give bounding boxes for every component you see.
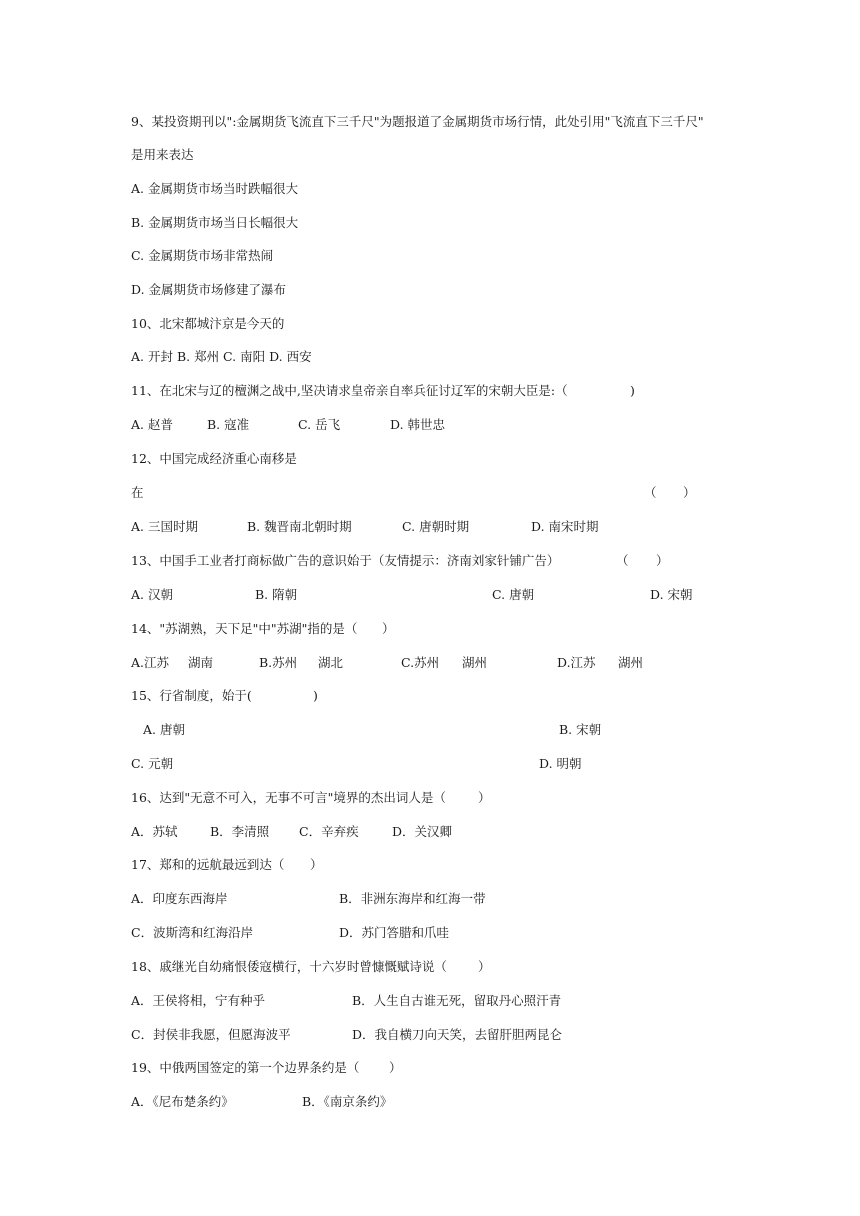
answer-paren-close: ）: [656, 553, 669, 568]
question-18: [0, 959, 491, 975]
option-d: D．我自横刀向天笑，去留肝胆两昆仑: [352, 1027, 563, 1042]
option-c-text: 湖州: [462, 655, 488, 670]
question-text: 在: [131, 485, 144, 500]
option-d: D. 金属期货市场修建了瀑布: [131, 282, 287, 297]
option-a: A. 金属期货市场当时跌幅很大: [131, 181, 298, 196]
question-14: [0, 621, 395, 637]
options-line: [0, 1094, 393, 1110]
option-b: B．非洲东海岸和红海一带: [339, 891, 486, 906]
option-c: C. 唐朝: [492, 587, 535, 602]
answer-paren-close: ）: [683, 485, 696, 500]
option-c: C．辛弃疾: [299, 824, 359, 839]
answer-paren: ): [630, 383, 635, 398]
options-line: [0, 1027, 563, 1043]
option-c: C．封侯非我愿，但愿海波平: [131, 1027, 291, 1042]
option-a: A.江苏: [131, 655, 170, 670]
options-line: [0, 925, 450, 941]
option-b: B．李清照: [210, 824, 270, 839]
option-c: C. 唐朝时期: [402, 519, 470, 534]
question-17: [0, 857, 323, 873]
question-text: 13、中国手工业者打商标做广告的意识始于（友情提示：济南刘家针铺广告）: [131, 553, 560, 568]
option-a: A. 汉朝: [131, 587, 173, 602]
option-c: C. 元朝: [131, 756, 174, 771]
option-d: D．关汉卿: [392, 824, 453, 839]
option-a: A．王侯将相，宁有种乎: [131, 993, 266, 1008]
question-text: 16、达到"无意不可入，无事不可言"境界的杰出词人是（: [131, 790, 446, 805]
option-b: B.苏州: [259, 655, 298, 670]
option-d: D．苏门答腊和爪哇: [339, 925, 450, 940]
option-c: C. 金属期货市场非常热闹: [131, 248, 274, 263]
option-d: D. 明朝: [539, 756, 582, 771]
question-text: 是用来表达: [131, 147, 194, 162]
options-text: A. 开封 B. 郑州 C. 南阳 D. 西安: [131, 349, 312, 364]
question-13: [0, 553, 669, 569]
option-d-text: 湖州: [618, 655, 644, 670]
options-line: [0, 417, 446, 433]
option-b: B. 隋朝: [255, 587, 298, 602]
option-a: A. 三国时期: [131, 519, 198, 534]
option-b: B. 宋朝: [559, 722, 602, 737]
options-line: [0, 891, 486, 907]
options-line: [0, 655, 644, 671]
option-a: A．苏轼: [131, 824, 178, 839]
option-b-text: 湖北: [318, 655, 344, 670]
question-text: 10、北宋都城汴京是今天的: [131, 316, 285, 331]
option-c: C.苏州: [401, 655, 440, 670]
question-text: 17、郑和的远航最远到达（: [131, 857, 285, 872]
question-text: 14、"苏湖熟，天下足"中"苏湖"指的是（: [131, 621, 358, 636]
options-line: [0, 722, 602, 738]
option-d: D. 韩世忠: [390, 417, 446, 432]
option-a: A. 赵普: [131, 417, 173, 432]
question-19: [0, 1060, 402, 1076]
question-text: 19、中俄两国签定的第一个边界条约是（: [131, 1060, 360, 1075]
answer-paren-open: （: [616, 553, 629, 568]
question-16: [0, 790, 491, 806]
options-line: [0, 587, 693, 603]
option-d: D. 南宋时期: [531, 519, 599, 534]
option-a: A．印度东西海岸: [131, 891, 228, 906]
question-text: 15、行省制度，始于(: [131, 688, 252, 703]
question-text: 9、某投资期刊以":金属期货飞流直下三千尺"为题报道了金属期货市场行情，此处引用"飞流直下三千尺": [131, 114, 704, 129]
options-line: [0, 756, 582, 772]
option-a: A. 唐朝: [143, 722, 185, 737]
question-12-continued: [0, 485, 696, 501]
option-d: D.江苏: [557, 655, 596, 670]
question-text: 12、中国完成经济重心南移是: [131, 451, 297, 466]
option-d: D. 宋朝: [650, 587, 693, 602]
option-b: B. 金属期货市场当日长幅很大: [131, 215, 299, 230]
option-b: B．《南京条约》: [302, 1094, 393, 1109]
options-line: [0, 519, 599, 535]
option-b: B. 寇准: [207, 417, 250, 432]
question-15: [0, 688, 318, 704]
question-text: 11、在北宋与辽的檀渊之战中,坚决请求皇帝亲自率兵征讨辽军的宋朝大臣是:（: [131, 383, 568, 398]
option-c: C. 岳飞: [298, 417, 341, 432]
question-11: [0, 383, 635, 399]
option-b: B. 魏晋南北朝时期: [247, 519, 352, 534]
option-c: C．波斯湾和红海沿岸: [131, 925, 254, 940]
answer-paren-close: ）: [478, 790, 491, 805]
answer-paren-close: ）: [389, 1060, 402, 1075]
option-b: B．人生自古谁无死，留取丹心照汗青: [352, 993, 562, 1008]
answer-paren-close: ）: [382, 621, 395, 636]
answer-paren-close: ）: [310, 857, 323, 872]
question-text: 18、戚继光自幼痛恨倭寇横行，十六岁时曾慷慨赋诗说（: [131, 959, 447, 974]
options-line: [0, 993, 562, 1009]
answer-paren-close: ）: [478, 959, 491, 974]
answer-paren-close: ): [313, 688, 318, 703]
option-a-text: 湖南: [188, 655, 214, 670]
options-line: [0, 824, 453, 840]
option-a: A．《尼布楚条约》: [131, 1094, 234, 1109]
answer-paren-open: （: [644, 485, 657, 500]
